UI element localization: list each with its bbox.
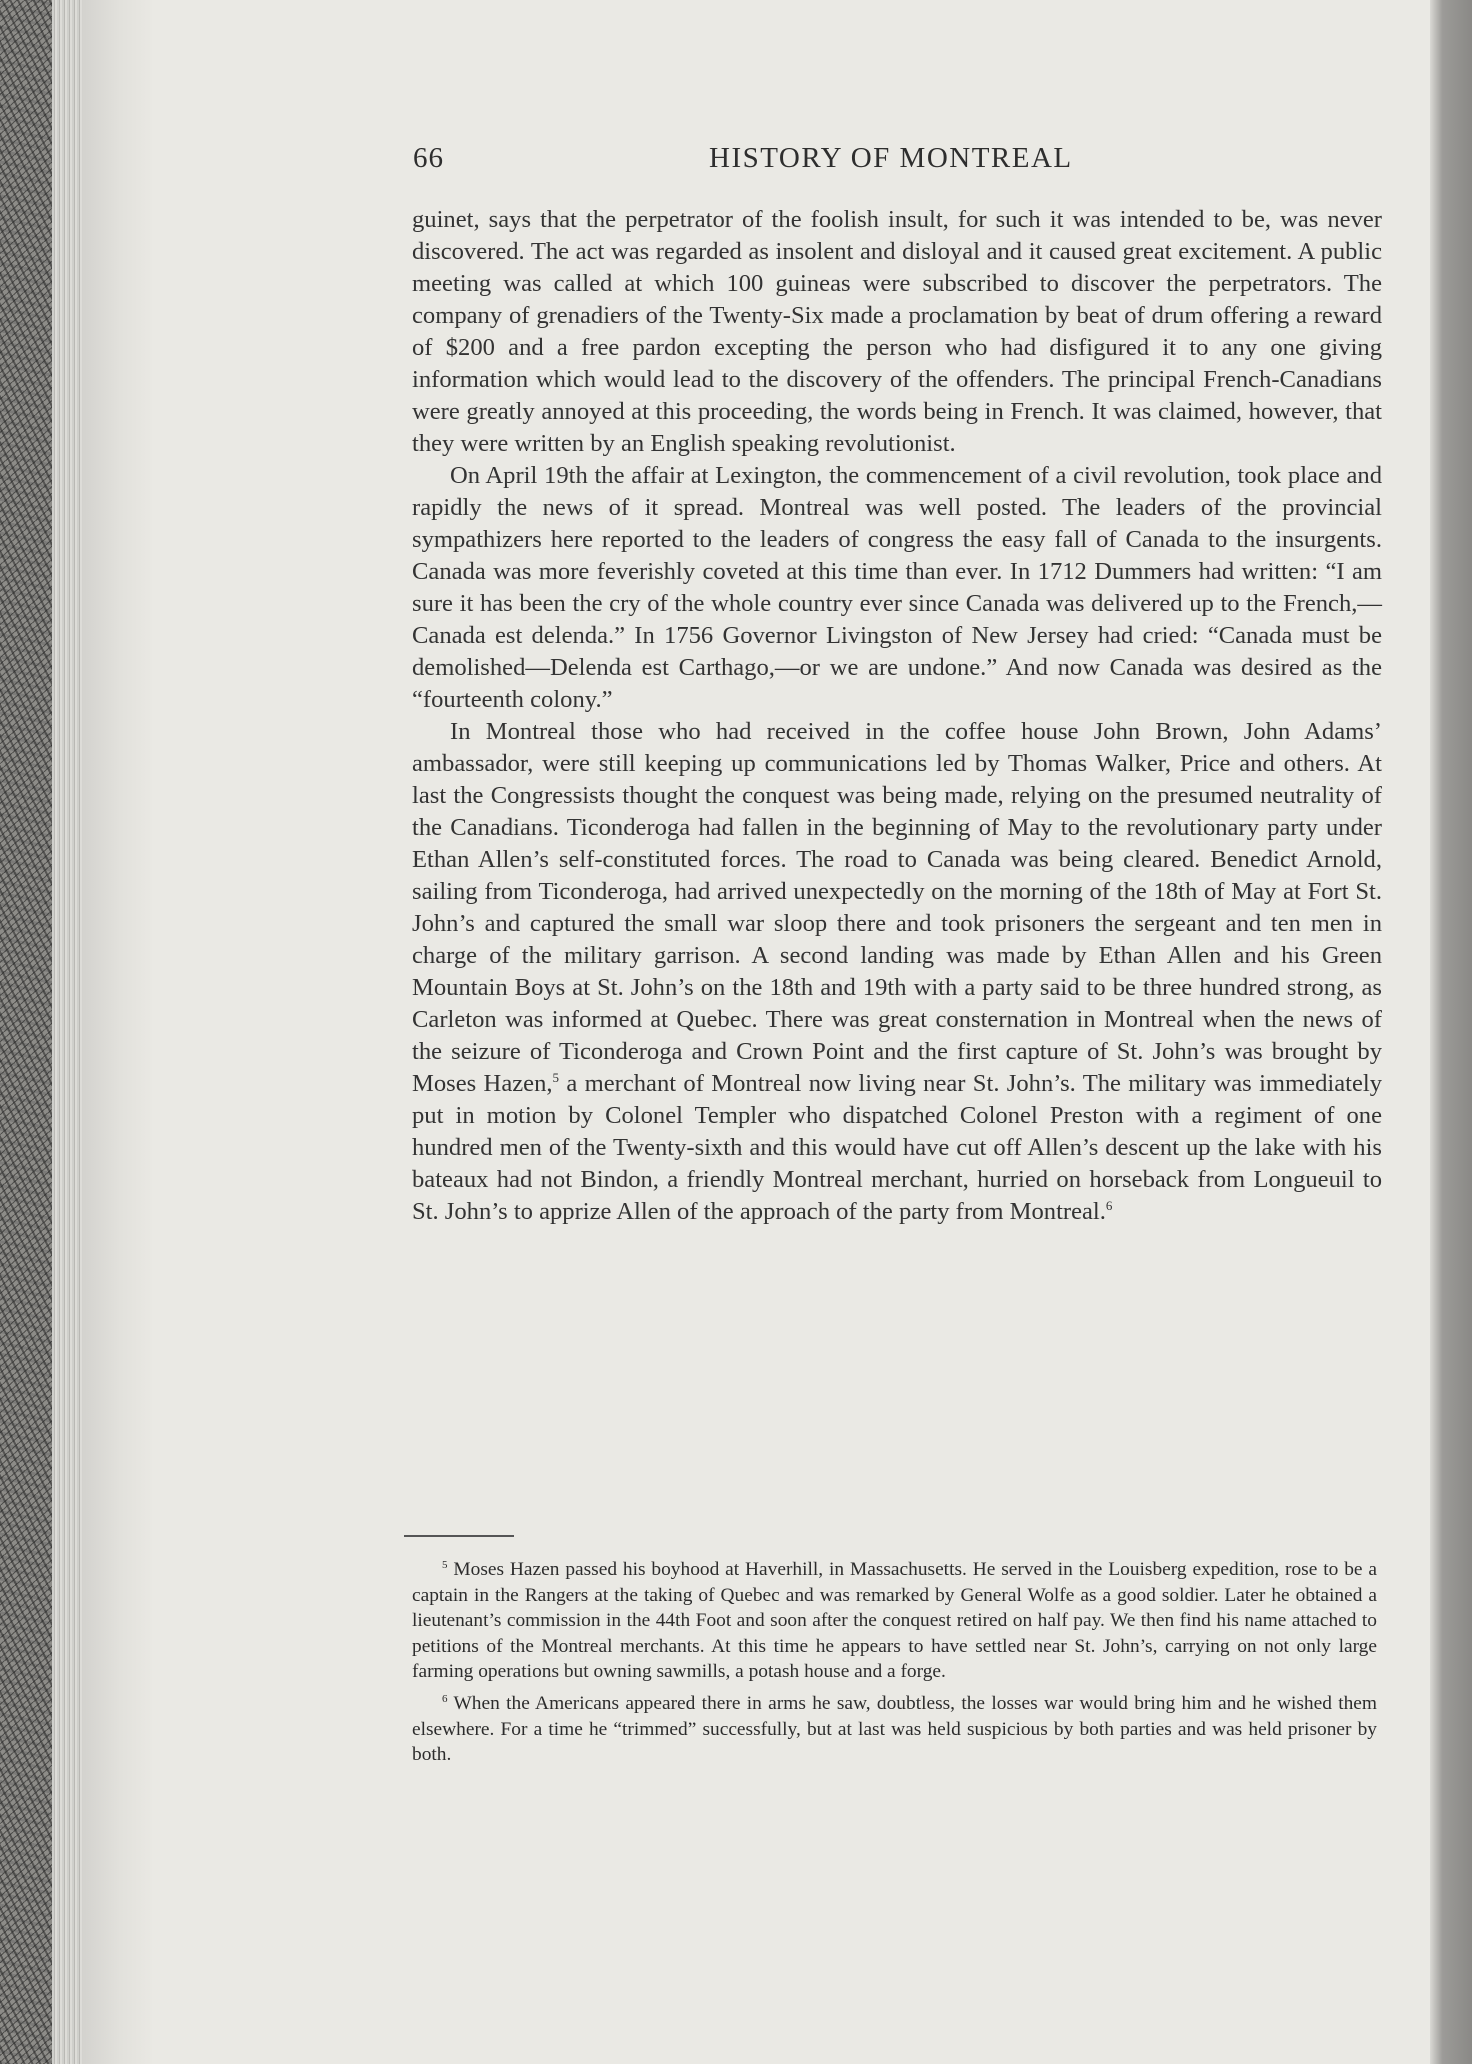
paragraph-1: guinet, says that the perpetrator of the foolish insult, for such it was intended to be, was never discovered. The act was regarded as insolent and disloyal and it caused great excitement. A public meeting was called at which 100 guineas were subscribed to discover the perpetrators. The company of grenadiers of the Twenty-Six made a proclamation by beat of drum offering a reward of $200 and a free pardon excepting the person who had disfigured it to any one giving information which would lead to the discovery of the offenders. The principal French-Canadians were greatly annoyed at this proceeding, the words being in French. It was claimed, however, that they were written by an English speaking revolutionist.	[412, 206, 1382, 457]
footnotes	[412, 1557, 1377, 1774]
footnote-divider	[404, 1535, 514, 1537]
running-head-title: HISTORY OF MONTREAL	[709, 142, 1073, 174]
running-head	[413, 142, 1413, 182]
body-text	[412, 204, 1382, 1228]
footnote-5-text: Moses Hazen passed his boyhood at Haverhill, in Massachusetts. He served in the Louisberg expedition, rose to be a captain in the Rangers at the taking of Quebec and was remarked by General Wolfe as a good soldier. Later he obtained a lieutenant’s commission in the 44th Foot and soon after the conquest retired on half pay. We then find his name attached to petitions of the Montreal merchants. At this time he appears to have settled near St. John’s, carrying on not only large farming operations but owning sawmills, a potash house and a forge.	[412, 1559, 1377, 1683]
footnote-marker-6: 6	[442, 1692, 448, 1705]
paragraph-3-part-a: In Montreal those who had received in the coffee house John Brown, John Adams’ ambassador, were still keeping up communications led by Thomas Walker, Price and others. At last the Congressists thought the conquest was being made, relying on the presumed neutrality of the Canadians. Ticonderoga had fallen in the beginning of May to the revolutionary party under Ethan Allen’s self-constituted forces. The road to Canada was being cleared. Benedict Arnold, sailing from Ticonderoga, had arrived unexpectedly on the morning of the 18th of May at Fort St. John’s and captured the small war sloop there and took prisoners the sergeant and ten men in charge of the military garrison. A second landing was made by Ethan Allen and his Green Mountain Boys at St. John’s on the 18th and 19th with a party said to be three hundred strong, as Carleton was informed at Quebec. There was great consternation in Montreal when the news of the seizure of Ticonderoga and Crown Point and the first capture of St. John’s was brought by Moses Hazen,	[412, 718, 1382, 1097]
footnote-5	[412, 1557, 1377, 1685]
footnote-6-text: When the Americans appeared there in arms he saw, doubtless, the losses war would bring him and he wished them elsewhere. For a time he “trimmed” successfully, but at last was held suspicious by both parties and was held prisoner by both.	[412, 1692, 1377, 1766]
book-edge-marbling	[0, 0, 52, 2064]
footnote-reference-5[interactable]: 5	[552, 1070, 560, 1085]
page-number: 66	[413, 142, 444, 174]
scan-right-edge	[1430, 0, 1472, 2064]
footnote-reference-6[interactable]: 6	[1105, 1198, 1113, 1213]
binding-gutter	[82, 0, 152, 2064]
paragraph-2: On April 19th the affair at Lexington, the commencement of a civil revolution, took place and rapidly the news of it spread. Montreal was well posted. The leaders of the provincial sympathizers here reported to the leaders of congress the easy fall of Canada to the insurgents. Canada was more feverishly coveted at this time than ever. In 1712 Dummers had written: “I am sure it has been the cry of the whole country ever since Canada was delivered up to the French,—Canada est delenda.” In 1756 Governor Livingston of New Jersey had cried: “Canada must be demolished—Delenda est Carthago,—or we are undone.” And now Canada was desired as the “fourteenth colony.”	[412, 462, 1382, 713]
footnote-marker-5: 5	[442, 1559, 448, 1571]
footnote-6	[412, 1691, 1377, 1768]
page-stack-edges	[52, 0, 82, 2064]
paragraph-3	[412, 716, 1382, 1228]
paragraph-3-part-b: a merchant of Montreal now living near St. John’s. The military was immediately put in motion by Colonel Templer who dispatched Colonel Preston with a regiment of one hundred men of the Twenty-sixth and this would have cut off Allen’s descent up the lake with his bateaux had not Bindon, a friendly Montreal merchant, hurried on horseback from Longueuil to St. John’s to apprize Allen of the approach of the party from Montreal.	[412, 1070, 1382, 1225]
